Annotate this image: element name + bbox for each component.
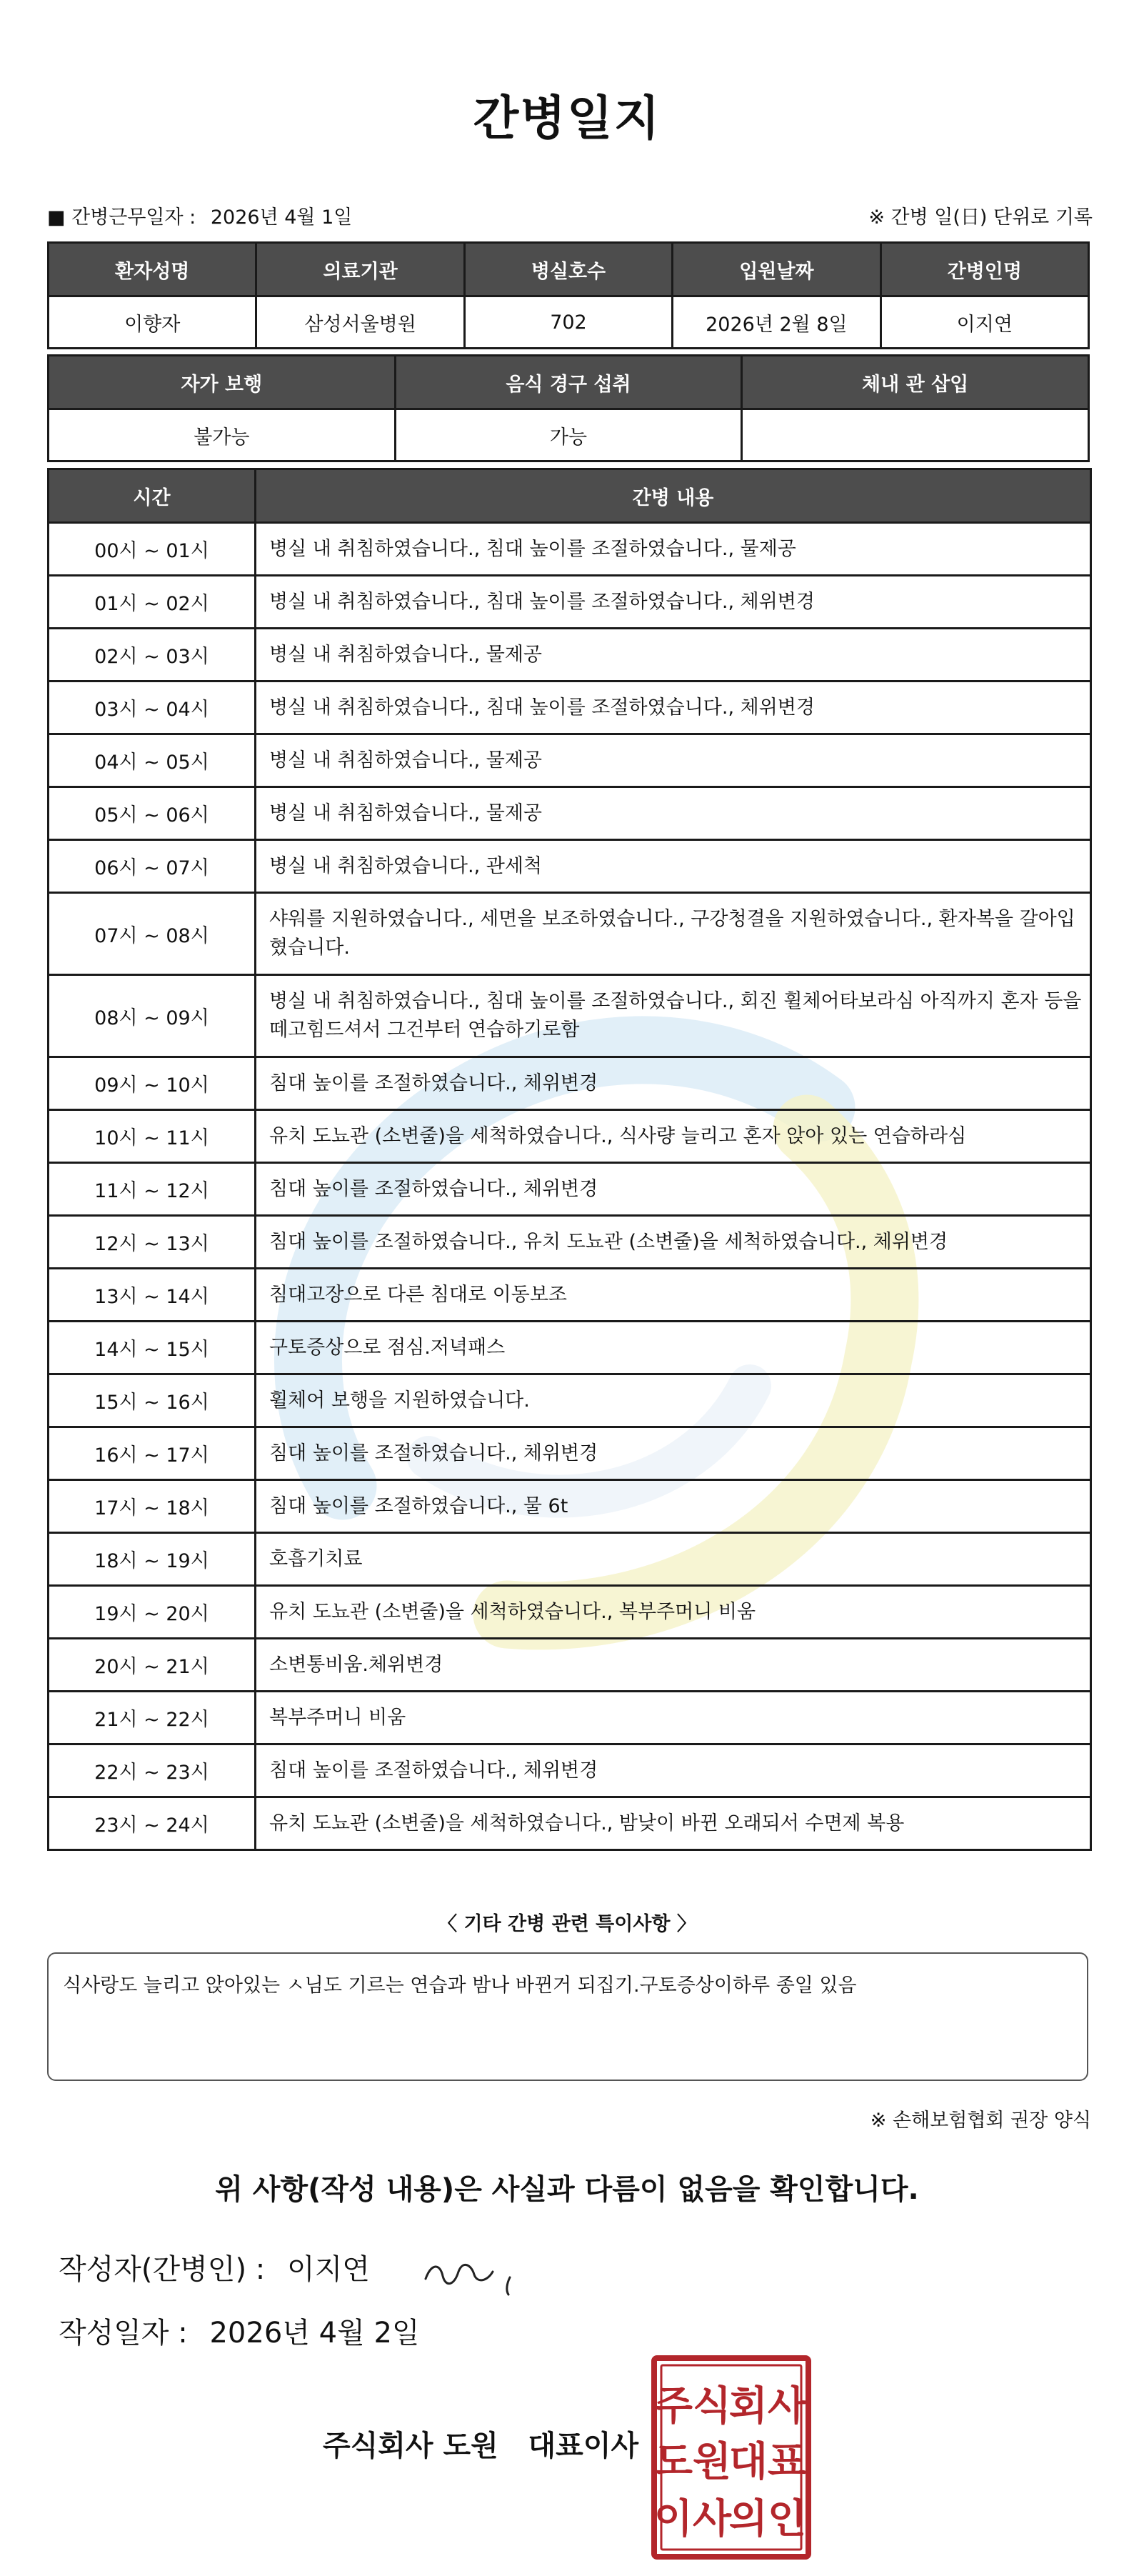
written-date-label: 작성일자 : <box>59 2317 188 2350</box>
table-row <box>49 523 1091 576</box>
care-log-header-row <box>49 469 1091 523</box>
tube-insertion-value <box>742 409 1089 461</box>
confirmation-statement: 위 사항(작성 내용)은 사실과 다름이 없음을 확인합니다. <box>215 2173 919 2206</box>
log-content: 유치 도뇨관 (소변줄)을 세척하였습니다., 밤낮이 바뀐 오래되서 수면제 복용 <box>256 1797 1091 1850</box>
log-content: 소변통비움.체위변경 <box>256 1639 1091 1692</box>
table-row <box>49 975 1091 1057</box>
log-content: 유치 도뇨관 (소변줄)을 세척하였습니다., 식사량 늘리고 혼자 앉아 있는 연습하라심 <box>256 1110 1091 1163</box>
table-row <box>49 787 1091 840</box>
caregiver-name: 이지연 <box>880 296 1088 349</box>
log-content: 병실 내 취침하였습니다., 물제공 <box>256 629 1091 682</box>
log-content: 구토증상으로 점심.저녁패스 <box>256 1322 1091 1374</box>
patient-status-table <box>47 354 1090 462</box>
log-content: 침대 높이를 조절하였습니다., 체위변경 <box>256 1057 1091 1110</box>
care-log-table <box>47 468 1092 1851</box>
page-title: 간병일지 <box>473 91 661 146</box>
admission-date: 2026년 2월 8일 <box>673 296 880 349</box>
header-caregiver-name: 간병인명 <box>880 243 1088 296</box>
log-time: 17시 ~ 18시 <box>49 1480 256 1533</box>
header-room-number: 병실호수 <box>464 243 672 296</box>
room-number: 702 <box>464 296 672 349</box>
log-content: 휠체어 보행을 지원하였습니다. <box>256 1374 1091 1427</box>
table-row <box>49 893 1091 975</box>
header-care-content: 간병 내용 <box>256 469 1091 523</box>
log-content: 병실 내 취침하였습니다., 침대 높이를 조절하였습니다., 체위변경 <box>256 682 1091 734</box>
patient-info-table <box>47 241 1090 349</box>
form-source-note: ※ 손해보험협회 권장 양식 <box>870 2110 1091 2132</box>
log-time: 01시 ~ 02시 <box>49 576 256 629</box>
table-row <box>49 1586 1091 1639</box>
log-time: 23시 ~ 24시 <box>49 1797 256 1850</box>
log-time: 06시 ~ 07시 <box>49 840 256 893</box>
log-content: 병실 내 취침하였습니다., 물제공 <box>256 787 1091 840</box>
table-row <box>49 734 1091 787</box>
company-seal-stamp <box>650 2354 813 2561</box>
log-time: 05시 ~ 06시 <box>49 787 256 840</box>
work-date-line <box>47 201 352 229</box>
log-content: 침대 높이를 조절하였습니다., 물 6t <box>256 1480 1091 1533</box>
log-time: 16시 ~ 17시 <box>49 1427 256 1480</box>
table-row <box>49 1533 1091 1586</box>
table-row <box>49 1744 1091 1797</box>
status-value-row <box>49 409 1089 461</box>
log-content: 침대 높이를 조절하였습니다., 체위변경 <box>256 1427 1091 1480</box>
log-content: 침대 높이를 조절하였습니다., 체위변경 <box>256 1163 1091 1216</box>
table-row <box>49 1797 1091 1850</box>
log-content: 유치 도뇨관 (소변줄)을 세척하였습니다., 복부주머니 비움 <box>256 1586 1091 1639</box>
special-notes-text: 식사랑도 늘리고 앉아있는 ㅅ님도 기르는 연습과 밤나 바뀐거 되집기.구토증상이하루 종일 있음 <box>63 1975 857 1997</box>
log-time: 04시 ~ 05시 <box>49 734 256 787</box>
patient-name: 이향자 <box>49 296 256 349</box>
log-time: 14시 ~ 15시 <box>49 1322 256 1374</box>
header-patient-name: 환자성명 <box>49 243 256 296</box>
written-date-line <box>59 2310 420 2351</box>
table-row <box>49 1639 1091 1692</box>
log-time: 10시 ~ 11시 <box>49 1110 256 1163</box>
author-line <box>59 2247 370 2287</box>
log-time: 18시 ~ 19시 <box>49 1533 256 1586</box>
header-self-walking: 자가 보행 <box>49 356 396 409</box>
table-row <box>49 576 1091 629</box>
log-content: 호흡기치료 <box>256 1533 1091 1586</box>
oral-intake-value: 가능 <box>395 409 742 461</box>
table-row <box>49 1269 1091 1322</box>
table-row <box>49 1216 1091 1269</box>
patient-info-value-row <box>49 296 1089 349</box>
log-time: 08시 ~ 09시 <box>49 975 256 1057</box>
table-row <box>49 1427 1091 1480</box>
log-time: 00시 ~ 01시 <box>49 523 256 576</box>
log-time: 22시 ~ 23시 <box>49 1744 256 1797</box>
log-content: 병실 내 취침하였습니다., 침대 높이를 조절하였습니다., 회진 휠체어타보라심 아직까지 혼자 등을떼고힘드셔서 그건부터 연습하기로함 <box>256 975 1091 1057</box>
header-hospital: 의료기관 <box>256 243 464 296</box>
log-time: 20시 ~ 21시 <box>49 1639 256 1692</box>
log-time: 15시 ~ 16시 <box>49 1374 256 1427</box>
log-time: 09시 ~ 10시 <box>49 1057 256 1110</box>
status-header-row <box>49 356 1089 409</box>
table-row <box>49 1692 1091 1744</box>
work-date-value: 2026년 4월 1일 <box>210 206 353 229</box>
table-row <box>49 682 1091 734</box>
table-row <box>49 840 1091 893</box>
log-content: 병실 내 취침하였습니다., 침대 높이를 조절하였습니다., 체위변경 <box>256 576 1091 629</box>
header-oral-intake: 음식 경구 섭취 <box>395 356 742 409</box>
table-row <box>49 629 1091 682</box>
log-content: 샤워를 지원하였습니다., 세면을 보조하였습니다., 구강청결을 지원하였습니다., 환자복을 갈아입혔습니다. <box>256 893 1091 975</box>
company-representative: 주식회사 도원 대표이사 <box>323 2430 639 2462</box>
log-content: 침대고장으로 다른 침대로 이동보조 <box>256 1269 1091 1322</box>
log-time: 03시 ~ 04시 <box>49 682 256 734</box>
table-row <box>49 1110 1091 1163</box>
work-date-label: ■ 간병근무일자 : <box>47 206 196 229</box>
log-content: 침대 높이를 조절하였습니다., 유치 도뇨관 (소변줄)을 세척하였습니다., 체위변경 <box>256 1216 1091 1269</box>
log-time: 11시 ~ 12시 <box>49 1163 256 1216</box>
log-content: 복부주머니 비움 <box>256 1692 1091 1744</box>
log-content: 침대 높이를 조절하였습니다., 체위변경 <box>256 1744 1091 1797</box>
header-admission-date: 입원날짜 <box>673 243 880 296</box>
author-name: 이지연 <box>286 2253 370 2286</box>
log-time: 19시 ~ 20시 <box>49 1586 256 1639</box>
log-time: 13시 ~ 14시 <box>49 1269 256 1322</box>
log-content: 병실 내 취침하였습니다., 관세척 <box>256 840 1091 893</box>
log-content: 병실 내 취침하였습니다., 물제공 <box>256 734 1091 787</box>
handwritten-signature <box>421 2250 536 2300</box>
header-time: 시간 <box>49 469 256 523</box>
patient-info-header-row <box>49 243 1089 296</box>
table-row <box>49 1057 1091 1110</box>
table-row <box>49 1322 1091 1374</box>
self-walking-value: 불가능 <box>49 409 396 461</box>
written-date-value: 2026년 4월 2일 <box>209 2317 420 2350</box>
header-tube-insertion: 체내 관 삽입 <box>742 356 1089 409</box>
log-time: 12시 ~ 13시 <box>49 1216 256 1269</box>
hospital-name: 삼성서울병원 <box>256 296 464 349</box>
record-unit-note: ※ 간병 일(日) 단위로 기록 <box>868 206 1093 229</box>
svg-text:회사: 회사 <box>728 2383 807 2430</box>
log-time: 21시 ~ 22시 <box>49 1692 256 1744</box>
table-row <box>49 1374 1091 1427</box>
log-content: 병실 내 취침하였습니다., 침대 높이를 조절하였습니다., 물제공 <box>256 523 1091 576</box>
svg-text:도원: 도원 <box>653 2439 732 2485</box>
svg-text:이사: 이사 <box>653 2496 732 2542</box>
table-row <box>49 1480 1091 1533</box>
svg-text:의인: 의인 <box>728 2496 807 2542</box>
table-row <box>49 1163 1091 1216</box>
log-time: 07시 ~ 08시 <box>49 893 256 975</box>
author-label: 작성자(간병인) : <box>59 2253 266 2286</box>
log-time: 02시 ~ 03시 <box>49 629 256 682</box>
special-notes-title: 〈 기타 간병 관련 특이사항 〉 <box>438 1913 696 1935</box>
svg-text:대표: 대표 <box>728 2439 807 2485</box>
care-log-body <box>49 523 1091 1850</box>
svg-text:주식: 주식 <box>653 2383 732 2430</box>
special-notes-box <box>47 1952 1088 2081</box>
